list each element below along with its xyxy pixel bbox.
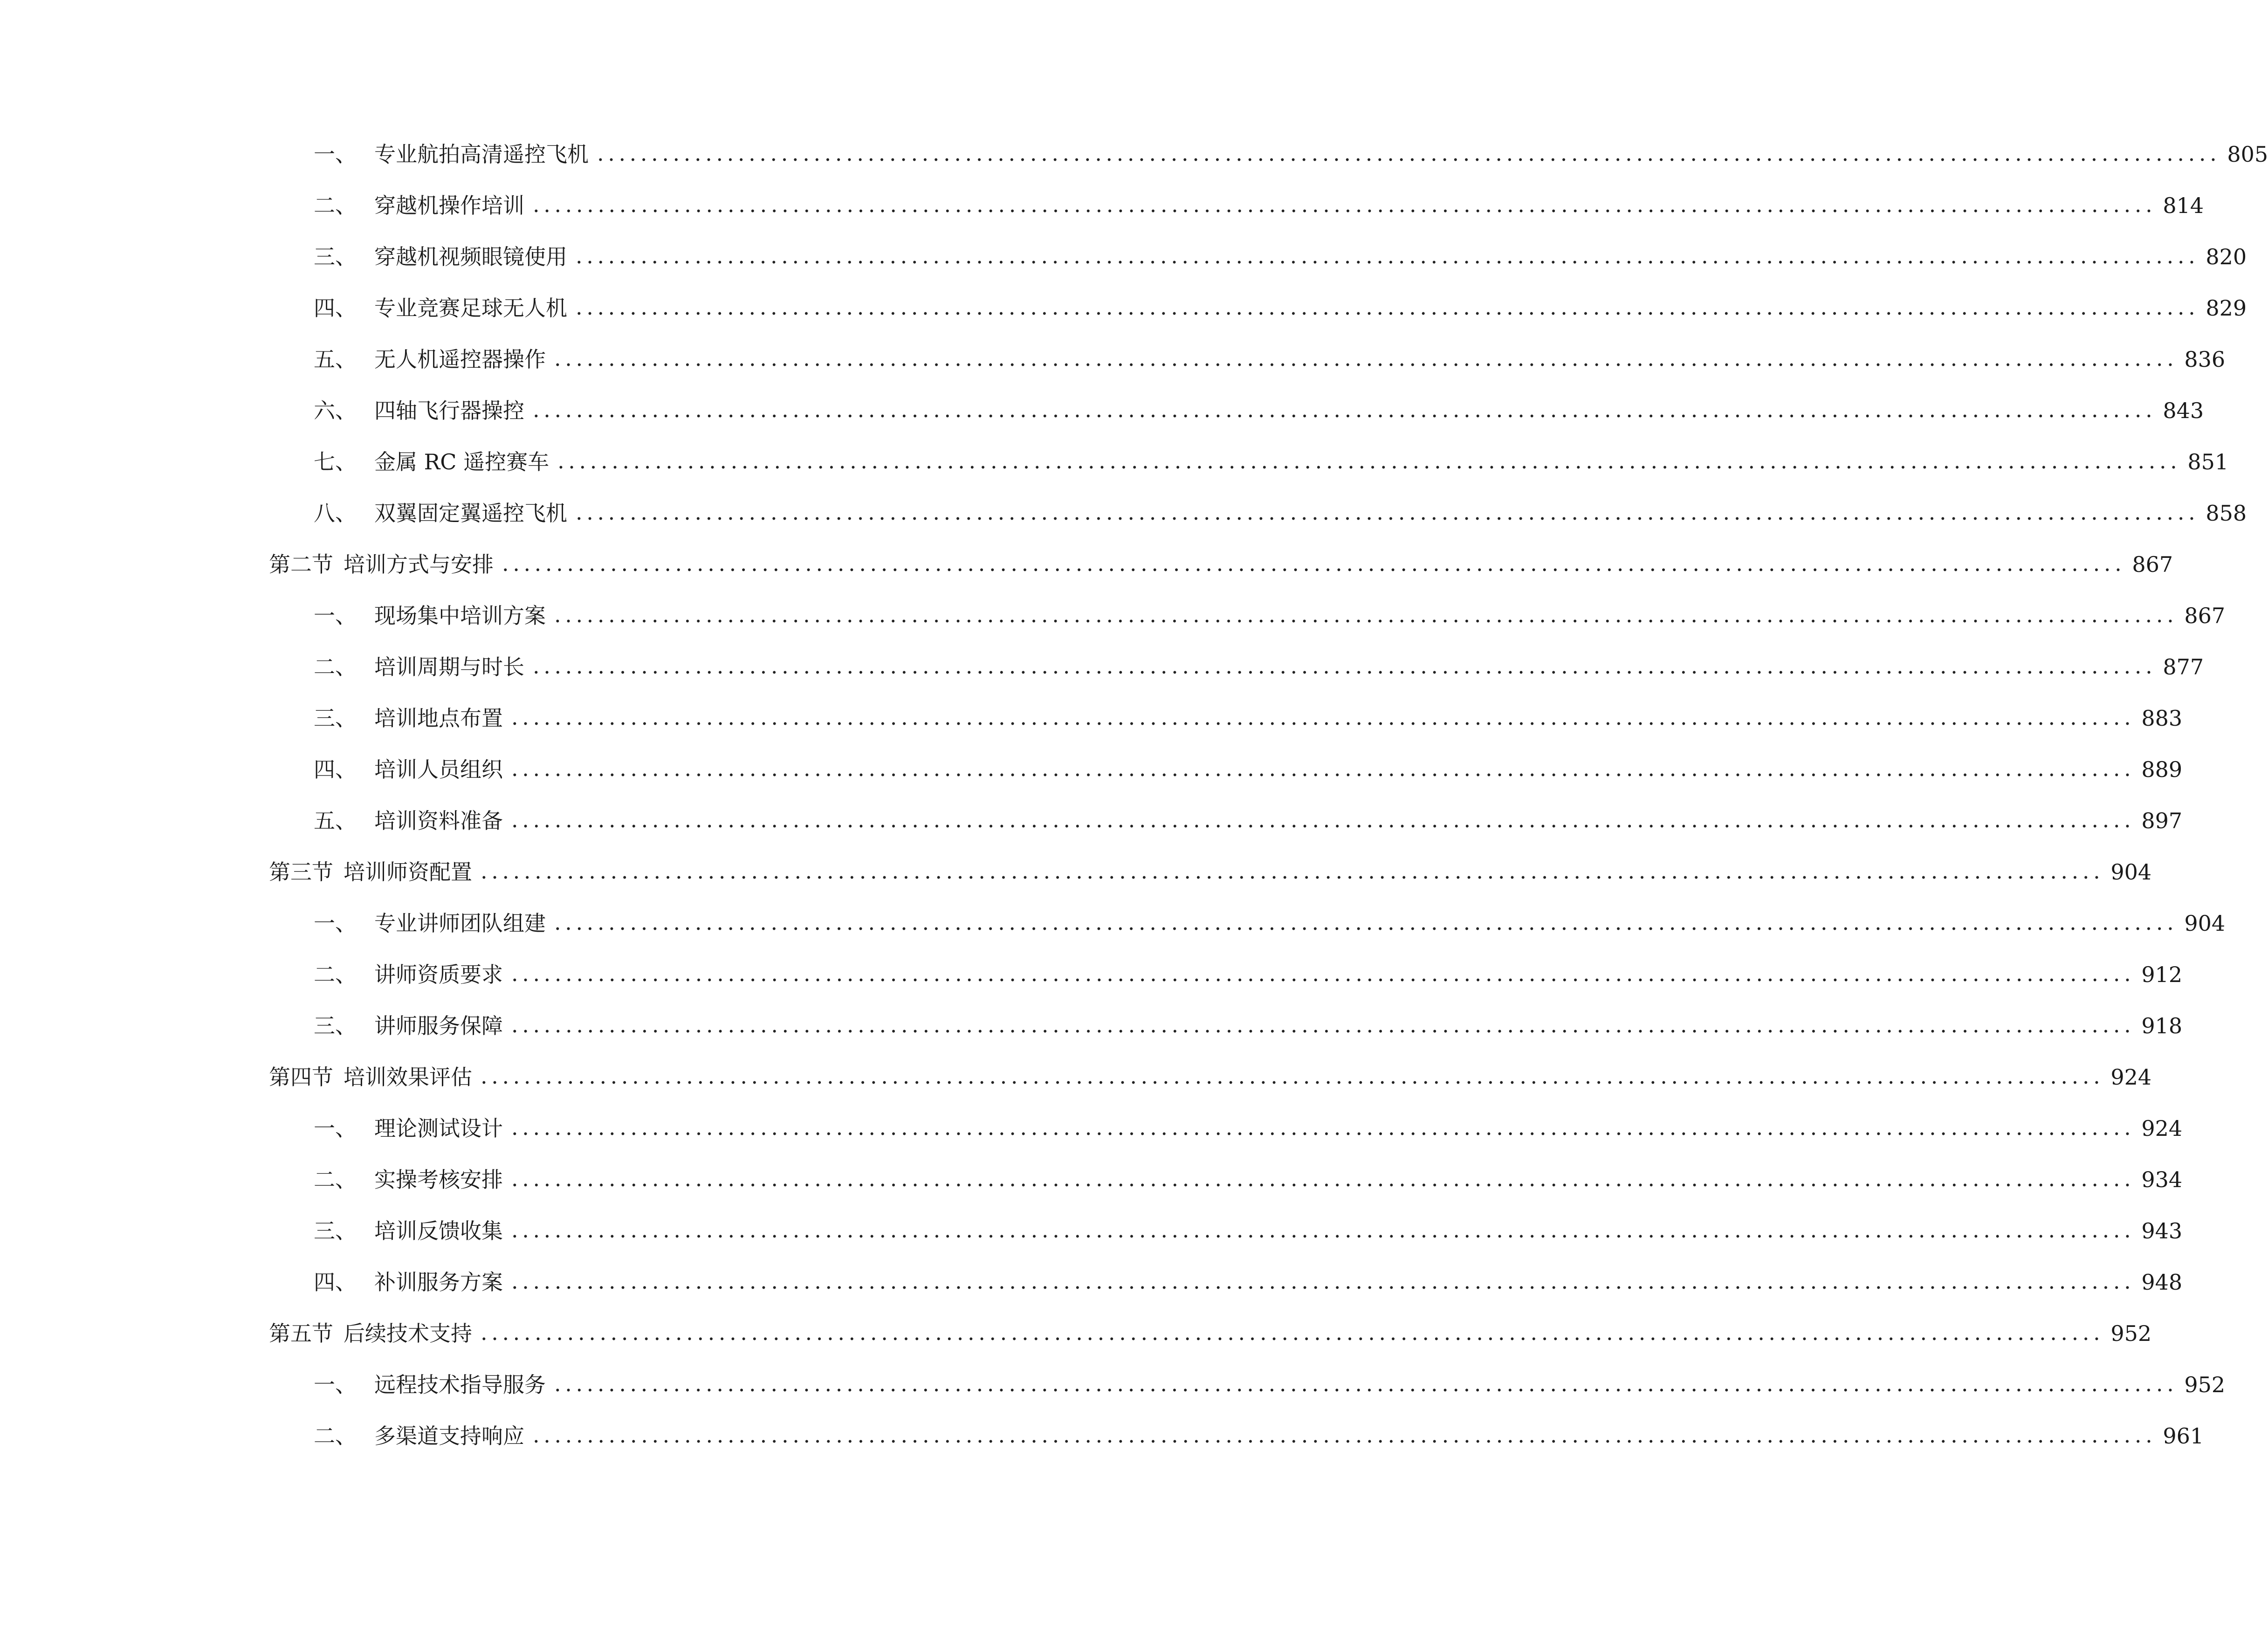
toc-entry[interactable] bbox=[314, 292, 2247, 324]
toc-section-title: 培训方式与安排 bbox=[344, 552, 494, 577]
dot-leader: ...................................................................................................................................................... bbox=[557, 448, 2181, 474]
toc-section-entry[interactable] bbox=[269, 548, 2173, 581]
toc-entry-number: 二、 bbox=[314, 962, 357, 987]
toc-entry-title: 培训人员组织 bbox=[374, 757, 503, 782]
toc-entry-title: 讲师服务保障 bbox=[374, 1013, 503, 1038]
dot-leader: ...................................................................................................................................................... bbox=[554, 1371, 2178, 1396]
toc-entry[interactable] bbox=[314, 804, 2183, 837]
dot-leader: ...................................................................................................................................................... bbox=[533, 653, 2157, 679]
toc-entry-page-number: 867 bbox=[2132, 552, 2173, 577]
toc-entry-page-number: 934 bbox=[2141, 1167, 2183, 1192]
toc-entry-number: 六、 bbox=[314, 398, 357, 423]
toc-entry-title: 培训反馈收集 bbox=[374, 1218, 503, 1243]
toc-entry-page-number: 805 bbox=[2227, 142, 2268, 167]
toc-entry-title: 培训周期与时长 bbox=[374, 654, 524, 680]
toc-entry-title: 远程技术指导服务 bbox=[374, 1372, 546, 1397]
toc-entry-page-number: 836 bbox=[2184, 347, 2226, 372]
toc-entry-number: 一、 bbox=[314, 142, 357, 167]
toc-entry-page-number: 918 bbox=[2141, 1013, 2183, 1038]
toc-entry-number: 一、 bbox=[314, 1372, 357, 1397]
dot-leader: ...................................................................................................................................................... bbox=[511, 1012, 2135, 1037]
toc-entry-number: 一、 bbox=[314, 1116, 357, 1141]
toc-section-entry[interactable] bbox=[269, 1061, 2152, 1093]
toc-entry-title: 多渠道支持响应 bbox=[374, 1423, 524, 1449]
toc-entry-title: 专业讲师团队组建 bbox=[374, 911, 546, 936]
toc-entry-number: 三、 bbox=[314, 244, 357, 269]
toc-entry-page-number: 843 bbox=[2163, 398, 2204, 423]
toc-entry-number: 八、 bbox=[314, 501, 357, 526]
toc-entry-title: 现场集中培训方案 bbox=[374, 603, 546, 628]
toc-entry-title: 金属 RC 遥控赛车 bbox=[374, 449, 550, 474]
dot-leader: ...................................................................................................................................................... bbox=[511, 705, 2135, 730]
toc-section-title: 培训效果评估 bbox=[344, 1065, 472, 1090]
toc-section-title: 培训师资配置 bbox=[344, 859, 472, 885]
toc-entry-title: 四轴飞行器操控 bbox=[374, 398, 524, 423]
dot-leader: ...................................................................................................................................................... bbox=[511, 1269, 2135, 1294]
toc-entry-title: 穿越机视频眼镜使用 bbox=[374, 244, 567, 269]
toc-entry[interactable] bbox=[314, 958, 2183, 991]
toc-entry[interactable] bbox=[314, 1112, 2183, 1145]
dot-leader: ...................................................................................................................................................... bbox=[576, 295, 2199, 320]
dot-leader: ...................................................................................................................................................... bbox=[554, 346, 2178, 371]
toc-entry-number: 一、 bbox=[314, 911, 357, 936]
dot-leader: ...................................................................................................................................................... bbox=[511, 807, 2135, 832]
toc-entry[interactable] bbox=[314, 1215, 2183, 1247]
toc-entry-number: 三、 bbox=[314, 1218, 357, 1243]
dot-leader: ...................................................................................................................................................... bbox=[554, 910, 2178, 935]
toc-entry[interactable] bbox=[314, 240, 2247, 273]
toc-section-number: 第二节 bbox=[269, 552, 333, 577]
dot-leader: ...................................................................................................................................................... bbox=[481, 859, 2104, 884]
toc-entry-number: 五、 bbox=[314, 808, 357, 833]
toc-entry-number: 二、 bbox=[314, 1167, 357, 1192]
toc-entry[interactable] bbox=[314, 497, 2247, 529]
toc-section-title: 后续技术支持 bbox=[344, 1321, 472, 1346]
toc-entry-page-number: 851 bbox=[2187, 449, 2229, 474]
toc-entry-number: 四、 bbox=[314, 1270, 357, 1295]
toc-entry[interactable] bbox=[314, 138, 2268, 171]
toc-entry-page-number: 952 bbox=[2110, 1321, 2152, 1346]
toc-entry[interactable] bbox=[314, 907, 2226, 940]
toc-entry[interactable] bbox=[314, 753, 2183, 786]
dot-leader: ...................................................................................................................................................... bbox=[533, 1422, 2157, 1448]
toc-entry-title: 讲师资质要求 bbox=[374, 962, 503, 987]
dot-leader: ...................................................................................................................................................... bbox=[511, 756, 2135, 781]
toc-entry-title: 培训资料准备 bbox=[374, 808, 503, 833]
dot-leader: ...................................................................................................................................................... bbox=[481, 1320, 2104, 1345]
toc-entry-title: 穿越机操作培训 bbox=[374, 193, 524, 218]
toc-entry-title: 实操考核安排 bbox=[374, 1167, 503, 1192]
toc-entry-page-number: 943 bbox=[2141, 1218, 2183, 1243]
toc-entry-number: 四、 bbox=[314, 757, 357, 782]
toc-entry[interactable] bbox=[314, 651, 2204, 683]
dot-leader: ...................................................................................................................................................... bbox=[511, 961, 2135, 986]
toc-entry-number: 七、 bbox=[314, 449, 357, 474]
toc-entry-number: 二、 bbox=[314, 193, 357, 218]
dot-leader: ...................................................................................................................................................... bbox=[481, 1064, 2104, 1089]
toc-entry[interactable] bbox=[314, 189, 2204, 222]
toc-entry-number: 三、 bbox=[314, 1013, 357, 1038]
dot-leader: ...................................................................................................................................................... bbox=[597, 141, 2221, 166]
toc-entry-title: 理论测试设计 bbox=[374, 1116, 503, 1141]
toc-entry-page-number: 924 bbox=[2110, 1065, 2152, 1090]
toc-entry-page-number: 820 bbox=[2206, 244, 2247, 269]
toc-entry[interactable] bbox=[314, 702, 2183, 735]
toc-entry-title: 无人机遥控器操作 bbox=[374, 347, 546, 372]
toc-entry-number: 二、 bbox=[314, 654, 357, 680]
toc-entry-number: 一、 bbox=[314, 603, 357, 628]
toc-entry-page-number: 889 bbox=[2141, 757, 2183, 782]
toc-entry-page-number: 961 bbox=[2163, 1423, 2204, 1449]
dot-leader: ...................................................................................................................................................... bbox=[576, 243, 2199, 268]
toc-entry-page-number: 904 bbox=[2184, 911, 2226, 936]
toc-section-number: 第五节 bbox=[269, 1321, 333, 1346]
dot-leader: ...................................................................................................................................................... bbox=[576, 500, 2199, 525]
toc-entry-page-number: 897 bbox=[2141, 808, 2183, 833]
toc-entry-number: 五、 bbox=[314, 347, 357, 372]
toc-entry-title: 补训服务方案 bbox=[374, 1270, 503, 1295]
toc-entry-number: 四、 bbox=[314, 295, 357, 321]
toc-entry-title: 专业竞赛足球无人机 bbox=[374, 295, 567, 321]
toc-section-number: 第四节 bbox=[269, 1065, 333, 1090]
toc-entry-page-number: 858 bbox=[2206, 501, 2247, 526]
toc-entry-title: 培训地点布置 bbox=[374, 706, 503, 731]
toc-entry-page-number: 883 bbox=[2141, 706, 2183, 731]
toc-entry-title: 专业航拍高清遥控飞机 bbox=[374, 142, 589, 167]
dot-leader: ...................................................................................................................................................... bbox=[511, 1115, 2135, 1140]
toc-entry-page-number: 829 bbox=[2206, 295, 2247, 321]
toc-entry[interactable] bbox=[314, 1368, 2226, 1401]
toc-entry-page-number: 912 bbox=[2141, 962, 2183, 987]
toc-entry[interactable] bbox=[314, 1420, 2204, 1452]
toc-entry[interactable] bbox=[314, 1266, 2183, 1298]
toc-entry[interactable] bbox=[314, 599, 2226, 632]
toc-entry[interactable] bbox=[314, 446, 2229, 478]
toc-section-entry[interactable] bbox=[269, 856, 2152, 888]
toc-entry-page-number: 814 bbox=[2163, 193, 2204, 218]
toc-entry-number: 二、 bbox=[314, 1423, 357, 1449]
dot-leader: ...................................................................................................................................................... bbox=[502, 551, 2126, 576]
toc-entry[interactable] bbox=[314, 1163, 2183, 1196]
toc-entry-page-number: 904 bbox=[2110, 859, 2152, 885]
toc-entry-page-number: 948 bbox=[2141, 1270, 2183, 1295]
toc-entry[interactable] bbox=[314, 394, 2204, 427]
toc-entry-title: 双翼固定翼遥控飞机 bbox=[374, 501, 567, 526]
toc-entry-page-number: 867 bbox=[2184, 603, 2226, 628]
toc-entry-page-number: 924 bbox=[2141, 1116, 2183, 1141]
dot-leader: ...................................................................................................................................................... bbox=[533, 192, 2157, 217]
toc-entry-page-number: 952 bbox=[2184, 1372, 2226, 1397]
dot-leader: ...................................................................................................................................................... bbox=[533, 397, 2157, 422]
dot-leader: ...................................................................................................................................................... bbox=[554, 602, 2178, 627]
dot-leader: ...................................................................................................................................................... bbox=[511, 1217, 2135, 1243]
toc-section-number: 第三节 bbox=[269, 859, 333, 885]
toc-entry[interactable] bbox=[314, 1010, 2183, 1042]
toc-entry-page-number: 877 bbox=[2163, 654, 2204, 680]
dot-leader: ...................................................................................................................................................... bbox=[511, 1166, 2135, 1191]
toc-section-entry[interactable] bbox=[269, 1317, 2152, 1350]
toc-entry[interactable] bbox=[314, 343, 2226, 376]
toc-entry-number: 三、 bbox=[314, 706, 357, 731]
